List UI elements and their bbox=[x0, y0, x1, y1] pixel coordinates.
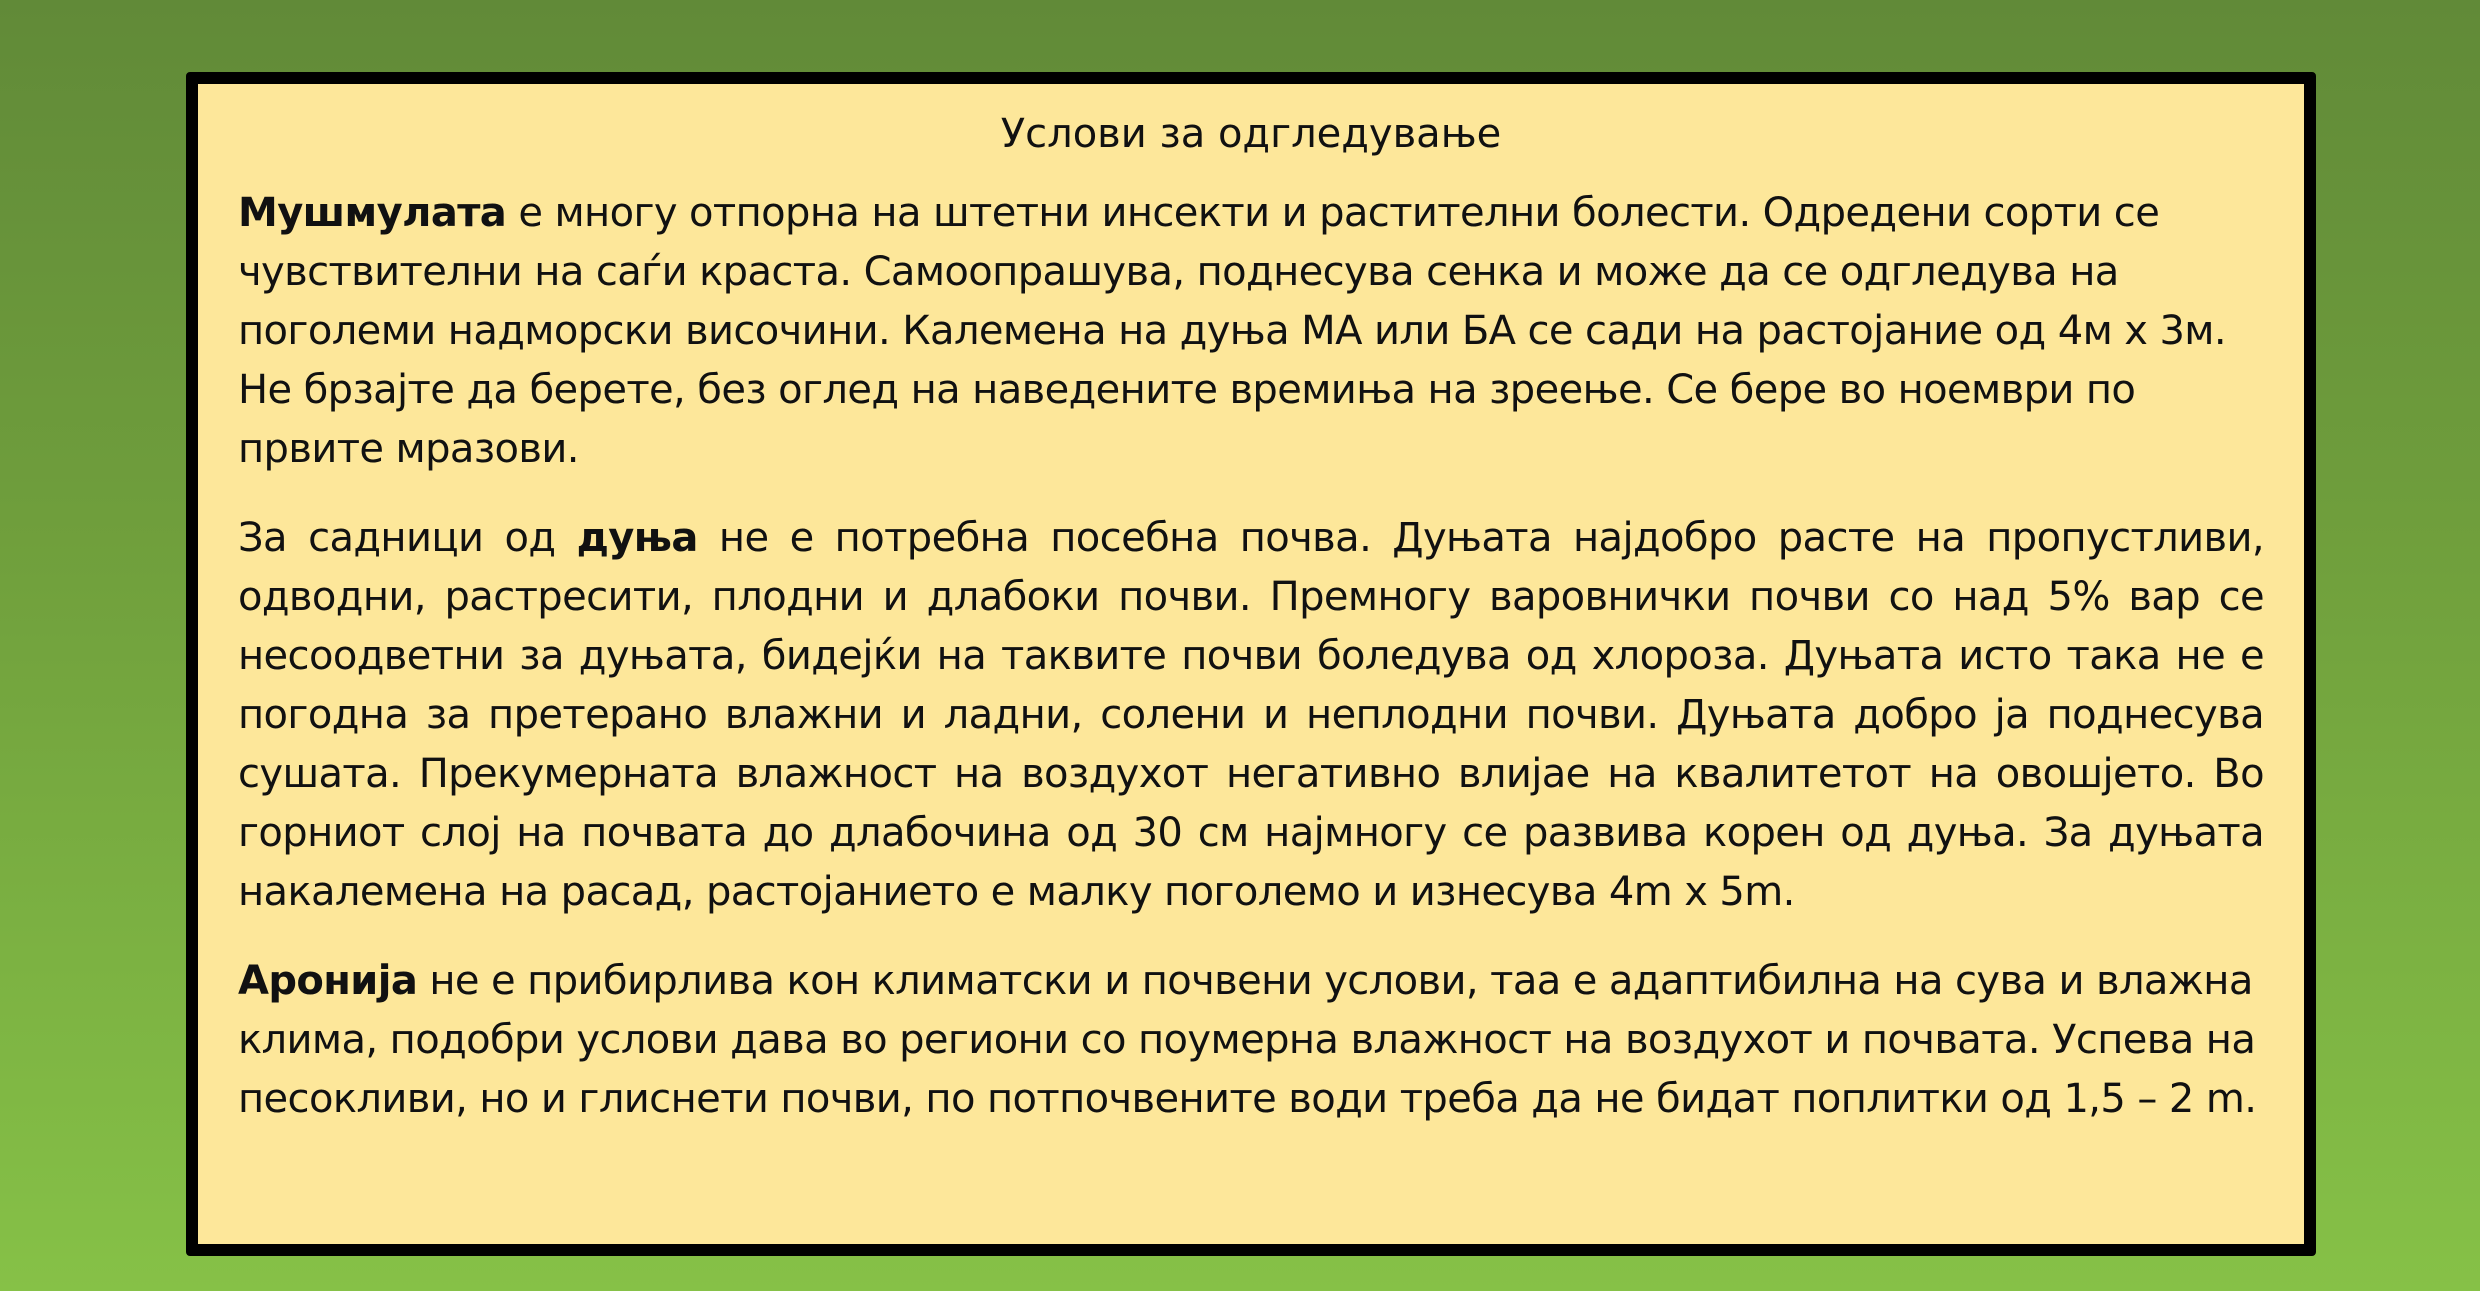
paragraph-medlar-bold: Мушмулата bbox=[238, 190, 507, 236]
paragraph-quince-lead: За садници од bbox=[238, 515, 577, 561]
paragraph-aronia-text: не е прибирлива кон климатски и почвени услови, таа е адаптибилна на сува и влажна клима, подобри услови дава во региони со поумерна влажност на воздухот и почвата. Успева на песокливи, но и глиснети почви, по потпочвените води треба да не бидат поплитки од 1,5 – 2 m. bbox=[238, 958, 2257, 1122]
paragraph-aronia-bold: Аронија bbox=[238, 958, 418, 1004]
paragraph-quince bbox=[238, 509, 2264, 922]
paragraph-aronia bbox=[238, 952, 2264, 1129]
page-title: Услови за одгледување bbox=[1000, 111, 1502, 157]
text-panel bbox=[186, 72, 2316, 1256]
paragraph-medlar bbox=[238, 184, 2264, 479]
paragraph-medlar-text: е многу отпорна на штетни инсекти и растителни болести. Одредени сорти се чувствителни на саѓи краста. Самоопрашува, поднесува сенка и може да се одгледува на поголеми надморски височини. Калемена на дуња МА или БА се сади на растојание од 4м х 3м. Не брзајте да берете, без оглед на наведените времиња на зреење. Се бере во ноември по првите мразови. bbox=[238, 190, 2226, 472]
paragraph-quince-bold: дуња bbox=[576, 515, 698, 561]
paragraph-quince-text: не е потребна посебна почва. Дуњата најдобро расте на пропустливи, одводни, растресити, плодни и длабоки почви. Премногу варовнички почви со над 5% вар се несоодветни за дуњата, бидејќи на таквите почви боледува од хлороза. Дуњата исто така не е погодна за претерано влажни и ладни, солени и неплодни почви. Дуњата добро ја поднесува сушата. Прекумерната влажност на воздухот негативно влијае на квалитетот на овошјето. Во горниот слој на почвата до длабочина од 30 см најмногу се развива корен од дуња. За дуњата накалемена на расад, растојанието е малку поголемо и изнесува 4m x 5m. bbox=[238, 515, 2265, 915]
